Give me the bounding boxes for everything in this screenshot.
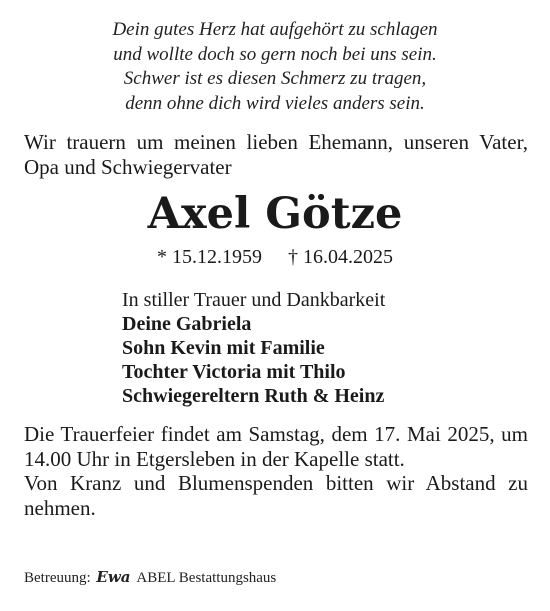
mourner-name: Deine Gabriela [122,313,252,335]
closing-text [22,422,528,520]
company-logo: Ewa [96,568,131,586]
company-name: ABEL Bestattungshaus [136,570,277,586]
flowers-note: Von Kranz und Blumenspenden bitten wir Abstand zu nehmen. [24,471,528,520]
mourner-name: Tochter Victoria mit Thilo [122,361,346,383]
mourner-name: Sohn Kevin mit Familie [122,337,325,359]
poem-line: Schwer ist es diesen Schmerz zu tragen, [123,68,427,89]
birth-date: * 15.12.1959 [157,246,262,268]
footer-label: Betreuung: [24,570,91,586]
death-date: † 16.04.2025 [288,246,393,268]
poem-line: und wollte doch so gern noch bei uns sein. [113,43,437,65]
mourners-lead: In stiller Trauer und Dankbarkeit [122,289,386,311]
intro-text: Wir trauern um meinen lieben Ehemann, unseren Vater, Opa und Schwiegervater [24,130,528,179]
deceased-name: Axel Götze [147,189,403,239]
footer-credit [24,567,276,588]
poem-line: Dein gutes Herz hat aufgehört zu schlagen [112,19,438,40]
poem-line: denn ohne dich wird vieles anders sein. [125,92,425,114]
life-dates [22,244,528,270]
poem [22,18,528,116]
mourners-list [122,288,528,408]
funeral-info: Die Trauerfeier findet am Samstag, dem 17. Mai 2025, um 14.00 Uhr in Etgersleben in der Kapelle statt. [24,422,528,471]
mourner-name: Schwiegereltern Ruth & Heinz [122,385,385,407]
